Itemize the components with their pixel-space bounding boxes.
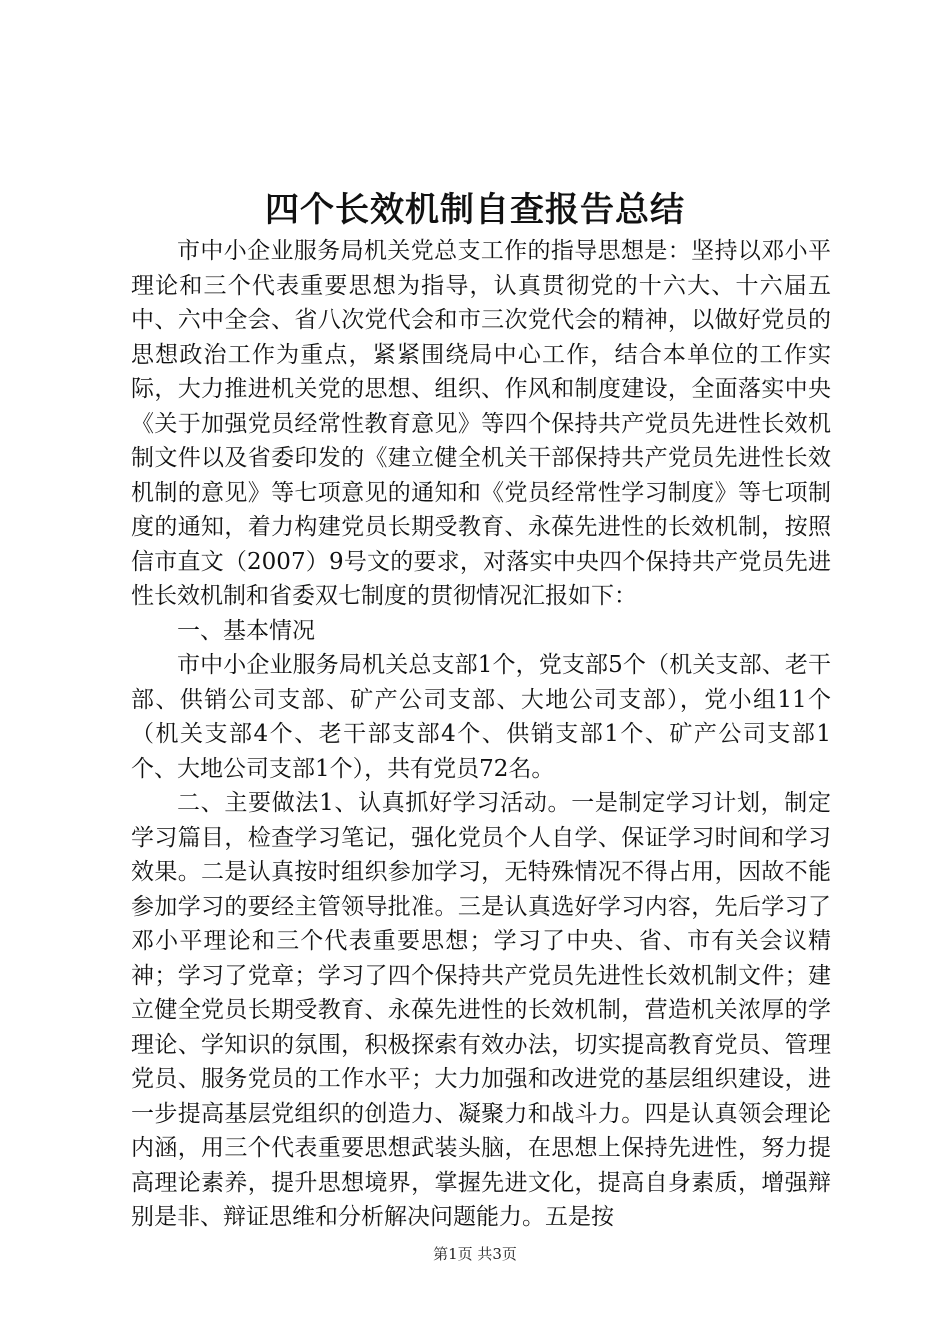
paragraph-guiding-ideology: 市中小企业服务局机关党总支工作的指导思想是：坚持以邓小平理论和三个代表重要思想为指导，认真贯彻党的十六大、十六届五中、六中全会、省八次党代会和市三次党代会的精神，以做好党员的思想政治工作为重点，紧紧围绕局中心工作，结合本单位的工作实际，大力推进机关党的思想、组织、作风和制度建设，全面落实中央《关于加强党员经常性教育意见》等四个保持共产党员先进性长效机制文件以及省委印发的《建立健全机关干部保持共产党员先进性长效机制的意见》等七项意见的通知和《党员经常性学习制度》等七项制度的通知，着力构建党员长期受教育、永葆先进性的长效机制，按照信市直文（2007）9号文的要求，对落实中央四个保持共产党员先进性长效机制和省委双七制度的贯彻情况汇报如下： [131,238,831,609]
document-title: 四个长效机制自查报告总结 [265,190,685,230]
document-body [131,234,831,1235]
section-heading-basic-situation: 一、基本情况 [177,617,315,644]
paragraph-main-practices: 二、主要做法1、认真抓好学习活动。一是制定学习计划，制定学习篇目，检查学习笔记，强化党员个人自学、保证学习时间和学习效果。二是认真按时组织参加学习，无特殊情况不得占用，因故不能参加学习的要经主管领导批准。三是认真选好学习内容，先后学习了邓小平理论和三个代表重要思想；学习了中央、省、市有关会议精神；学习了党章；学习了四个保持共产党员先进性长效机制文件；建立健全党员长期受教育、永葆先进性的长效机制，营造机关浓厚的学理论、学知识的氛围，积极探索有效办法，切实提高教育党员、管理党员、服务党员的工作水平；大力加强和改进党的基层组织建设，进一步提高基层党组织的创造力、凝聚力和战斗力。四是认真领会理论内涵，用三个代表重要思想武装头脑，在思想上保持先进性，努力提高理论素养，提升思想境界，掌握先进文化，提高自身素质，增强辩别是非、辩证思维和分析解决问题能力。五是按 [131,790,831,1230]
page-footer: 第1页 共3页 [433,1245,517,1263]
paragraph-basic-situation: 市中小企业服务局机关总支部1个，党支部5个（机关支部、老干部、供销公司支部、矿产公司支部、大地公司支部），党小组11个（机关支部4个、老干部支部4个、供销支部1个、矿产公司支部1个、大地公司支部1个），共有党员72名。 [131,652,831,782]
